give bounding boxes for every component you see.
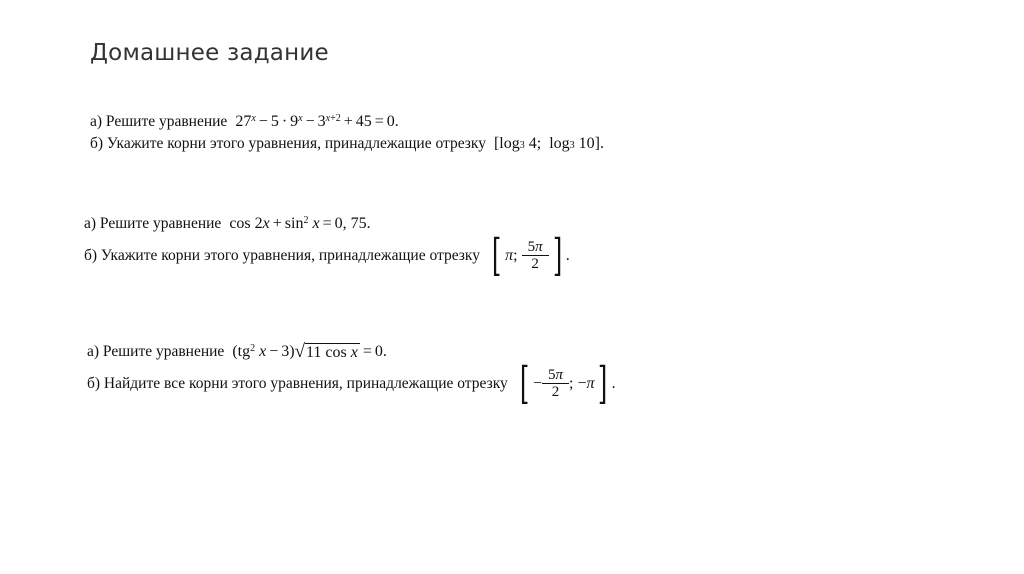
task2-b-label: б) Укажите корни этого уравнения, принадлежащие отрезку (84, 247, 480, 264)
task2-interval: [ π ; $\frac{5\pi}{2}$ ] . (491, 230, 570, 281)
task1-interval: [log $_3$ 4; log $_3$ 10]. (493, 135, 604, 152)
task3-a-label: а) Решите уравнение (87, 343, 225, 360)
task1-equation: 27 $^x$ − 5 · 9 $^x$ − 3 $^{x +2}$ + 45 = 0. (235, 113, 399, 130)
task3-interval: [ − $\frac{5\pi}{2}$ ; − π ] . (519, 358, 616, 409)
task2-equation: cos 2 x + sin $^2$ x = 0, 75. (229, 215, 371, 232)
task1-a-label: а) Решите уравнение (90, 113, 228, 130)
task2-part-a (84, 215, 371, 233)
task2-a-label: а) Решите уравнение (84, 215, 222, 232)
task1-b-label: б) Укажите корни этого уравнения, принадлежащие отрезку (90, 135, 486, 152)
task3-equation: (tg $^2$ x − 3) √ 11 cos x = 0. (232, 341, 387, 362)
task3-part-b (87, 358, 616, 409)
task1-part-b (90, 135, 604, 153)
task3-part-a (87, 343, 387, 361)
task3-b-label: б) Найдите все корни этого уравнения, принадлежащие отрезку (87, 375, 508, 392)
task1-part-a (90, 113, 399, 131)
task2-part-b (84, 230, 570, 281)
slide-title: Домашнее задание (90, 40, 329, 66)
